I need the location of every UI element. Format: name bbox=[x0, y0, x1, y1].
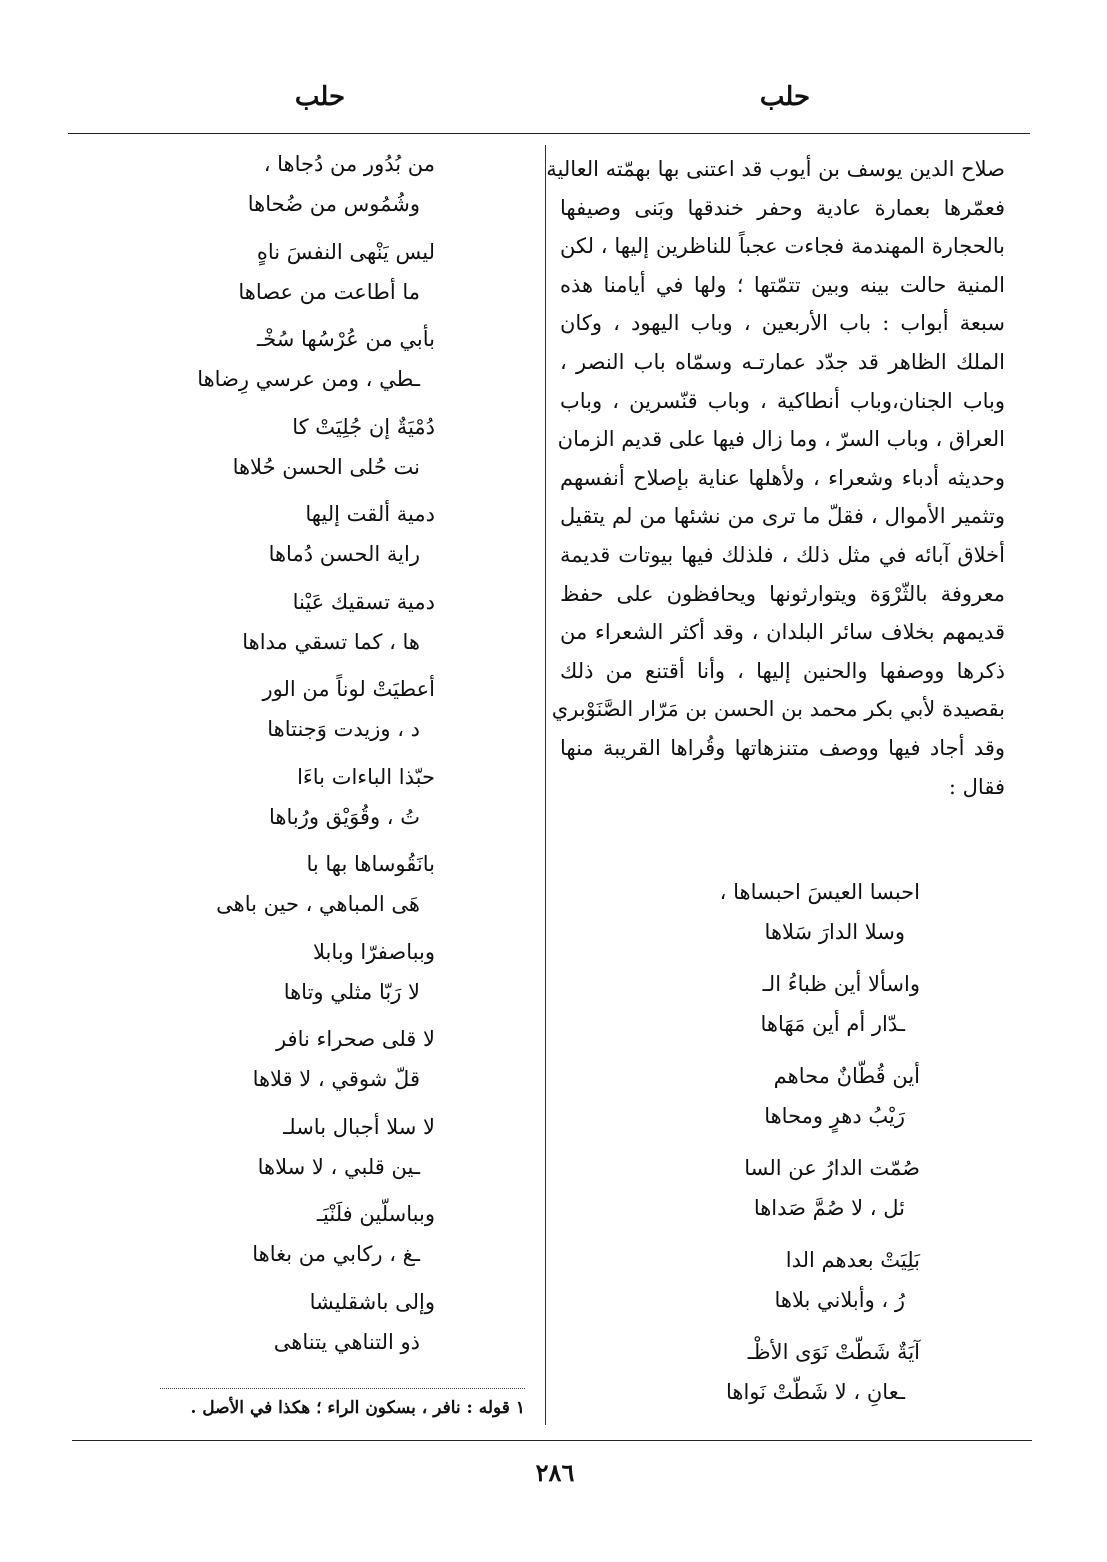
verse-hemistich-first: بَلِيَتْ بعدهم الدا bbox=[785, 1248, 920, 1272]
verse-hemistich-second: ـعانِ ، لا شَطّتْ نَواها bbox=[725, 1380, 905, 1404]
verse-hemistich-first: وبباصفرّا وبابلا bbox=[312, 939, 435, 964]
verse-hemistich-second: وشُمُوس من ضُحاها bbox=[247, 192, 420, 216]
footer-rule bbox=[72, 1440, 1032, 1441]
verse-hemistich-first: وبباسلّين فلَنْيَـ bbox=[316, 1202, 435, 1226]
prose-line: وقد أجاد فيها ووصف متنزهاتها وقُراها القريبة منها bbox=[560, 735, 1005, 760]
prose-line: فقال : bbox=[948, 774, 1005, 799]
verse-hemistich-first: احبسا العيسَ احبساها ، bbox=[719, 880, 920, 904]
prose-line: المنية حالت بينه وبين تتمّتها ؛ ولها في أيامنا هذه bbox=[560, 272, 1005, 297]
verse-hemistich-first: أعطيَتْ لوناً من الور bbox=[262, 677, 435, 701]
verse-hemistich-first: بأبي من عُرْسُها سُخْـ bbox=[257, 327, 435, 351]
verse-hemistich-first: صُمّت الدارُ عن السا bbox=[744, 1156, 920, 1180]
verse-hemistich-first: بانَقُوساها بها با bbox=[306, 852, 435, 876]
verse-hemistich-second: ـين قلبي ، لا سلاها bbox=[257, 1154, 420, 1179]
verse-hemistich-second: هَى المباهي ، حين باهى bbox=[216, 892, 420, 916]
verse-hemistich-second: لا رَبّا مثلي وتاها bbox=[283, 979, 420, 1004]
header-rule bbox=[68, 133, 1030, 134]
prose-line: ذكرها ووصفها والحنين إليها ، وأنا أقتنع من ذلك bbox=[560, 658, 1005, 683]
verse-hemistich-first: دمية ألقت إليها bbox=[305, 502, 435, 526]
verse-hemistich-second: ـدّار أم أين مَهَاها bbox=[760, 1012, 905, 1036]
verse-hemistich-first: واسألا أين ظباءُ الـ bbox=[762, 972, 920, 996]
verse-hemistich-second: ما أطاعت من عصاها bbox=[238, 279, 420, 304]
verse-hemistich-first: لا سلا أجبال باسلـ bbox=[283, 1114, 435, 1139]
prose-line: بالحجارة المهندمة فجاءت عجباً للناظرين إليها ، لكن bbox=[560, 234, 1005, 259]
page-number: ٢٨٦ bbox=[535, 1458, 575, 1487]
verse-hemistich-second: ها ، كما تسقي مداها bbox=[242, 629, 420, 654]
verse-hemistich-second: ذو التناهي يتناهى bbox=[273, 1329, 420, 1354]
verse-hemistich-first: دُمْيَةٌ إن جُلِيَتْ كا bbox=[292, 414, 435, 439]
verse-hemistich-first: حبّذا الباءات باءَا bbox=[297, 764, 435, 789]
prose-line: وحديثه أدباء وشعراء ، ولأهلها عناية بإصلاح أنفسهم bbox=[560, 465, 1005, 490]
verse-hemistich-first: من بُدُور من دُجاها ، bbox=[263, 152, 435, 176]
verse-hemistich-second: د ، وزيدت وَجنتاها bbox=[267, 717, 420, 741]
footnote-rule bbox=[160, 1388, 525, 1389]
verse-hemistich-second: ـطي ، ومن عرسي رِضاها bbox=[197, 367, 420, 391]
verse-hemistich-first: دمية تسقيك عَيْنا bbox=[292, 589, 435, 614]
prose-line: قديمهم بخلاف سائر البلدان ، وقد أكثر الشعراء من bbox=[560, 620, 1005, 645]
prose-line: العراق ، وباب السرّ ، وما زال فيها على قديم الزمان bbox=[557, 427, 1005, 452]
prose-line: أخلاق آبائه في مثل ذلك ، فلذلك فيها بيوتات قديمة bbox=[560, 542, 1005, 567]
footnote: ١ قوله : نافر ، بسكون الراء ؛ هكذا في الأصل . bbox=[190, 1398, 525, 1418]
prose-line: بقصيدة لأبي بكر محمد بن الحسن بن مَرّار الصَّنَوْبري bbox=[551, 697, 1005, 722]
prose-line: فعمّرها بعمارة عادية وحفر خندقها وبَنى وصيفها bbox=[560, 195, 1005, 220]
verse-hemistich-second: راية الحسن دُماها bbox=[268, 542, 420, 566]
prose-line: وتثمير الأموال ، فقلّ ما ترى من نشئها من لم يتقيل bbox=[560, 504, 1005, 529]
prose-line: صلاح الدين يوسف بن أيوب قد اعتنى بها بهمّته العالية bbox=[546, 157, 1005, 181]
verse-hemistich-second: نت حُلى الحسن حُلاها bbox=[232, 454, 420, 479]
verse-hemistich-first: لا قلى صحراء نافر bbox=[275, 1027, 435, 1051]
prose-line: الملك الظاهر قد جدّد عمارتـه وسمّاه باب النصر ، bbox=[560, 349, 1005, 374]
verse-hemistich-second: رَيْبُ دهرٍ ومحاها bbox=[764, 1104, 905, 1128]
verse-hemistich-first: آيَةٌ شَطّتْ نَوَى الأظْـ bbox=[747, 1340, 920, 1364]
prose-line: معروفة بالثّرْوَة ويتوارثونها ويحافظون على حفظ bbox=[560, 581, 1005, 606]
verse-hemistich-second: ئل ، لا صُمَّ صَداها bbox=[753, 1196, 905, 1220]
verse-hemistich-second: رُ ، وأبلاني بلاها bbox=[774, 1288, 905, 1312]
verse-hemistich-second: وسلا الدارَ سَلاها bbox=[764, 920, 905, 944]
verse-hemistich-first: ليس يَنْهى النفسَ ناهٍ bbox=[256, 239, 435, 264]
verse-hemistich-first: أين قُطّانٌ محاهم bbox=[773, 1064, 920, 1088]
prose-line: سبعة أبواب : باب الأربعين ، وباب اليهود ، وكان bbox=[560, 311, 1005, 336]
running-head-right: حلب bbox=[759, 82, 811, 112]
verse-hemistich-second: تُ ، وقُوَيْق ورُباها bbox=[269, 804, 420, 829]
verse-hemistich-first: وإلى باشقليشا bbox=[309, 1289, 435, 1314]
running-head-left: حلب bbox=[294, 82, 346, 112]
prose-line: وباب الجنان،وباب أنطاكية ، وباب قنّسرين ، وباب bbox=[560, 388, 1005, 413]
verse-hemistich-second: قلّ شوقي ، لا قلاها bbox=[252, 1067, 420, 1091]
column-divider bbox=[545, 145, 546, 1425]
prose-text bbox=[546, 150, 1005, 806]
verse-hemistich-second: ـغ ، ركابي من بغاها bbox=[252, 1242, 420, 1266]
